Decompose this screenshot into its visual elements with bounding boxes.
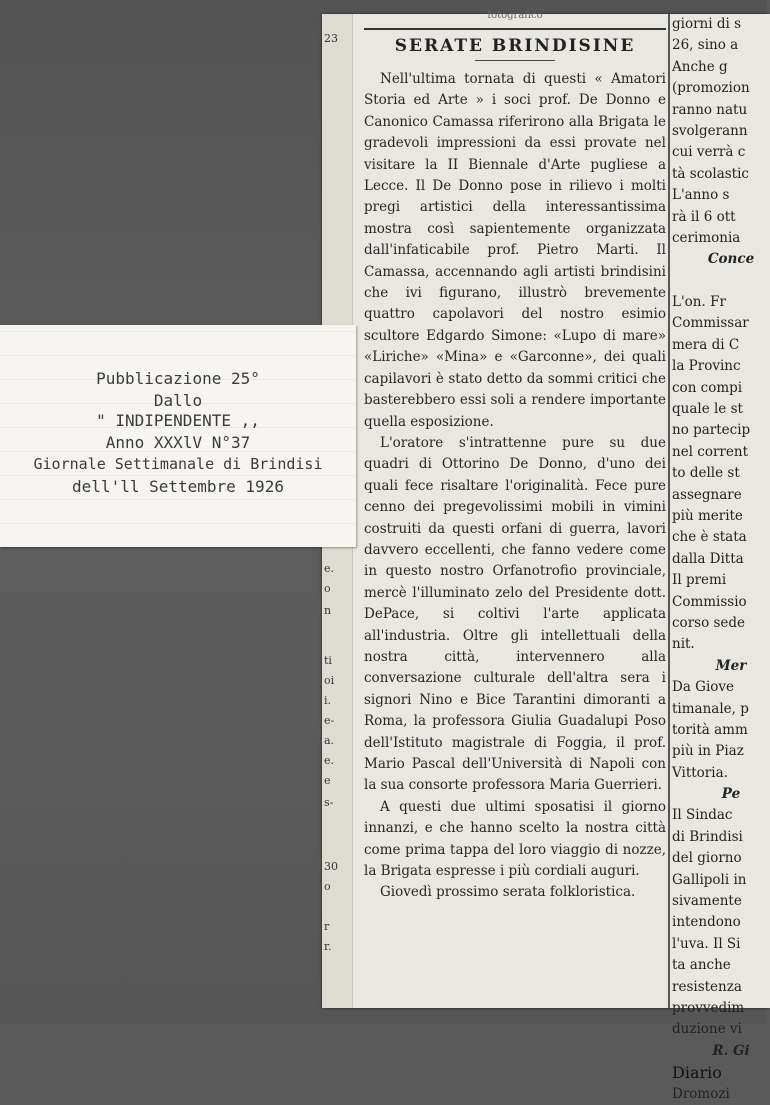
newspaper-clipping xyxy=(322,10,770,1102)
right-column-line: Commissar xyxy=(672,315,749,332)
label-line: Anno XXXlV N°37 xyxy=(105,433,251,452)
right-column-line: con compi xyxy=(672,379,743,396)
right-column-line: la Provinc xyxy=(672,358,741,375)
article-column xyxy=(364,10,666,1008)
right-column-line: cerimonia xyxy=(672,229,741,246)
right-column-line: Vittoria. xyxy=(672,764,728,781)
article-paragraph: A questi due ultimi sposatisi il giorno innanzi, e che hanno scelto la nostra città come prima tappa del loro viaggio di nozze, la Brigata espresse i più cordiali auguri. xyxy=(364,798,666,880)
right-column-line: Il Sindac xyxy=(672,807,733,824)
right-column-line: Anche g xyxy=(672,58,728,75)
right-column-line: mera di C xyxy=(672,336,740,353)
right-column-line: rà il 6 ott xyxy=(672,208,736,225)
right-column-line: to delle st xyxy=(672,465,740,482)
right-column-line: ta anche xyxy=(672,957,731,974)
right-column-line: di Brindisi xyxy=(672,828,743,845)
left-fragment: i. xyxy=(324,694,332,707)
right-column-line: del giorno xyxy=(672,850,742,867)
right-column-line: nel corrent xyxy=(672,443,748,460)
right-column-line: quale le st xyxy=(672,401,743,418)
title-underline xyxy=(475,60,555,61)
label-line: Giornale Settimanale di Brindisi xyxy=(33,455,323,473)
article-paragraph: L'oratore s'intrattenne pure su due quadri di Ottorino De Donno, d'uno dei quali fece risaltare l'originalità. Fece pure cenno dei pregevolissimi mobili in vimini costruiti da questi orfani di guerra, lavori davvero eccellenti, che fanno vedere come in questo nostro Orfanotrofio provinciale, mercè l'illuminato zelo del Presidente dott. DePace, si coltivi l'arte applicata all'industria. Oltre gli intellettuali della nostra città, intervennero alla conversazione culturale dell'altra sera i signori Nino e Bice Tarantini dimoranti a Roma, la professora Giulia Guadalupi Poso dell'Istituto magistrale di Foggia, il prof. Mario Pascal dell'Università di Napoli con la sua consorte professora Maria Guerrieri. xyxy=(364,434,666,794)
left-fragment: o xyxy=(324,880,331,893)
left-fragment: o xyxy=(324,582,331,595)
article-body xyxy=(364,69,666,904)
right-column-line: (promozion xyxy=(672,80,750,97)
right-column-line: assegnare xyxy=(672,486,742,503)
right-column-line: più in Piaz xyxy=(672,743,744,760)
right-column-line: svolgerann xyxy=(672,122,748,139)
left-fragment: 23 xyxy=(324,32,338,45)
right-column-line xyxy=(672,271,770,292)
left-fragment: r xyxy=(324,920,330,933)
label-line: Dallo xyxy=(153,391,203,410)
right-column-line: provvedim xyxy=(672,999,745,1016)
left-fragment: e xyxy=(324,774,331,787)
left-fragment: 30 xyxy=(324,860,338,873)
article-title: SERATE BRINDISINE xyxy=(364,28,666,56)
right-column-line: timanale, p xyxy=(672,700,749,717)
right-column-line: giorni di s xyxy=(672,16,742,32)
left-fragment: ti xyxy=(324,654,332,667)
right-column-line: tà scolastic xyxy=(672,165,749,182)
label-line: dell'll Settembre 1926 xyxy=(72,477,284,496)
right-column-line: Gallipoli in xyxy=(672,871,747,888)
article-paragraph: Giovedì prossimo serata folkloristica. xyxy=(380,884,636,901)
right-column-line: Pe xyxy=(721,786,741,803)
left-fragment: s- xyxy=(324,796,334,809)
article-paragraph: Nell'ultima tornata di questi « Amatori Storia ed Arte » i soci prof. De Donno e Canonico Camassa riferirono alla Brigata le gradevoli impressioni da essi provate nel visitare la II Biennale d'Arte pugliese a Lecce. Il De Donno pose in rilievo i molti pregi artistici della interessantissima mostra così sapientemente organizzata dall'infaticabile prof. Pietro Marti. Il Camassa, accennando agli artisti brindisini che ivi figurano, illustrò brevemente quattro capolavori del nostro esimio scultore Edgardo Simone: «Lupo di mare» «Liriche» «Mina» e «Garconne», dei quali capilavori è stato detto da sommi critici che basterebbero essi soli a rendere importante quella esposizione. xyxy=(364,71,666,430)
left-fragment: e- xyxy=(324,714,335,727)
right-column-line: corso sede xyxy=(672,614,746,631)
right-column-line: Il premi xyxy=(672,572,727,589)
right-column-line: ranno natu xyxy=(672,101,748,118)
cut-off-caption: fotografico xyxy=(487,10,543,21)
label-line: Pubblicazione 25° xyxy=(96,369,260,388)
right-column-line: più merite xyxy=(672,507,743,524)
right-column-line: 26, sino a xyxy=(672,37,739,54)
left-fragment: oi xyxy=(324,674,335,687)
right-column-line: Commissio xyxy=(672,593,747,610)
left-fragment: e. xyxy=(324,754,335,767)
right-column-line: Diario xyxy=(672,1063,722,1083)
right-column-line: R. Gi xyxy=(712,1042,750,1059)
column-divider xyxy=(668,14,670,1008)
right-column-line: duzione vi xyxy=(672,1021,742,1038)
right-column-line: Da Giove xyxy=(672,679,735,696)
right-column-line: Dromozi xyxy=(672,1085,730,1102)
label-line: " INDIPENDENTE ,, xyxy=(96,411,260,430)
right-column-line: nit. xyxy=(672,636,695,653)
left-fragment: r. xyxy=(324,940,332,953)
left-fragment: n xyxy=(324,604,332,617)
right-column-line: l'uva. Il Si xyxy=(672,935,741,952)
right-column-line: Mer xyxy=(715,657,747,674)
adjacent-column-fragment xyxy=(672,14,770,1102)
right-column-line: torità amm xyxy=(672,721,748,738)
right-column-line: L'on. Fr xyxy=(672,294,726,311)
left-fragment: e. xyxy=(324,562,335,575)
right-column-line: sivamente xyxy=(672,893,742,910)
right-column-line: resistenza xyxy=(672,978,742,995)
right-column-line: dalla Ditta xyxy=(672,550,744,567)
right-column-line: intendono xyxy=(672,914,741,931)
right-column-line: L'anno s xyxy=(672,187,730,204)
archive-label xyxy=(0,325,356,547)
left-fragment: a. xyxy=(324,734,335,747)
right-column-line: cui verrà c xyxy=(672,144,746,161)
right-column-line: Conce xyxy=(707,251,755,268)
right-column-line: no partecip xyxy=(672,422,751,439)
right-column-line: che è stata xyxy=(672,529,747,546)
